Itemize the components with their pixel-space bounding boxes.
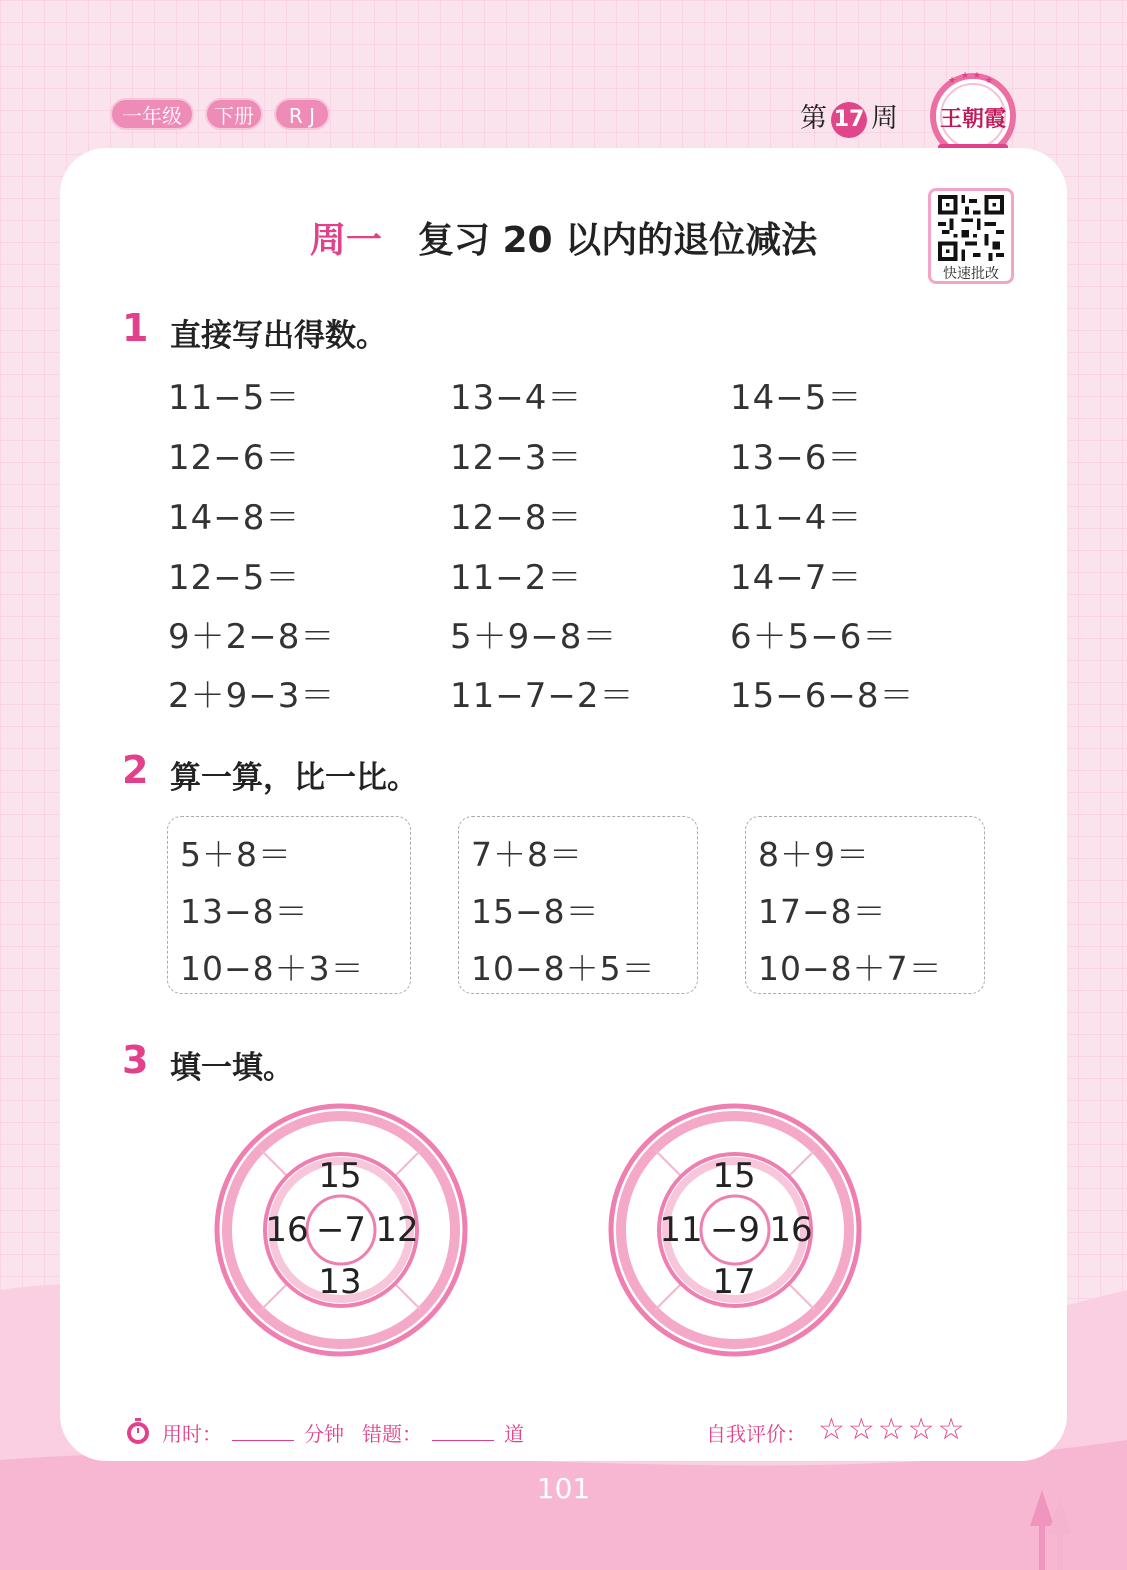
q1-expression: 13−6＝ [730,438,863,478]
page-number: 101 [536,1472,591,1505]
target-center-operation: −7 [315,1210,367,1250]
q2-expression: 10−8＋5＝ [471,949,656,988]
errors-unit: 道 [504,1422,524,1446]
week-prefix: 第 [800,103,827,134]
question-1-prompt: 直接写出得数。 [170,318,387,354]
svg-text:★: ★ [985,76,994,86]
q1-expression: 9＋2−8＝ [168,617,336,657]
q2-expression: 5＋8＝ [180,835,292,874]
star-rating[interactable]: ☆☆☆☆☆ [818,1412,968,1447]
week-suffix: 周 [871,103,898,134]
time-field [162,1418,344,1447]
target-right-number: 16 [769,1210,813,1250]
time-blank[interactable] [232,1440,294,1441]
q2-expression: 13−8＝ [180,892,309,931]
grade-pill: 一年级 [110,98,194,130]
question-3-number: 3 [122,1038,149,1082]
question-3-prompt: 填一填。 [170,1050,294,1086]
target-top-number: 15 [318,1156,362,1196]
qr-label: 快速批改 [943,266,999,282]
svg-text:★: ★ [948,76,957,86]
target-bottom-number: 13 [318,1262,362,1302]
week-number: 17 [831,102,867,138]
q1-expression: 12−5＝ [168,558,301,598]
arrow-decoration-icon [1028,1490,1078,1570]
svg-text:★: ★ [961,71,970,81]
volume-pill: 下册 [205,98,263,130]
q2-expression: 7＋8＝ [471,835,583,874]
target-left-number: 16 [265,1210,309,1250]
time-unit: 分钟 [304,1422,344,1446]
compare-group-box [745,816,985,994]
compare-group-box [167,816,411,994]
q1-expression: 12−3＝ [450,438,583,478]
target-bottom-number: 17 [712,1262,756,1302]
edition-pill: R J [274,98,330,130]
q2-expression: 17−8＝ [758,892,887,931]
title-day: 周一 [309,220,382,261]
question-1-number: 1 [122,306,149,350]
q1-expression: 2＋9−3＝ [168,676,336,716]
question-2-number: 2 [122,748,149,792]
compare-group-box [458,816,698,994]
self-evaluation-label: 自我评价： [706,1422,806,1446]
q2-expression: 8＋9＝ [758,835,870,874]
stopwatch-icon [124,1416,152,1446]
title-topic: 复习 20 以内的退位减法 [417,220,818,261]
q1-expression: 11−5＝ [168,378,301,418]
q1-expression: 12−8＝ [450,498,583,538]
q1-expression: 6＋5−6＝ [730,617,898,657]
errors-field [362,1418,524,1447]
q1-expression: 15−6−8＝ [730,676,915,716]
q1-expression: 14−5＝ [730,378,863,418]
q1-expression: 14−8＝ [168,498,301,538]
q2-expression: 10−8＋7＝ [758,949,943,988]
target-left-number: 11 [659,1210,703,1250]
errors-blank[interactable] [432,1440,494,1441]
q1-expression: 11−2＝ [450,558,583,598]
errors-label: 错题： [362,1422,422,1446]
target-center-operation: −9 [709,1210,761,1250]
q2-expression: 15−8＝ [471,892,600,931]
q1-expression: 12−6＝ [168,438,301,478]
q2-expression: 10−8＋3＝ [180,949,365,988]
q1-expression: 13−4＝ [450,378,583,418]
q1-expression: 11−4＝ [730,498,863,538]
target-right-number: 12 [375,1210,419,1250]
question-2-prompt: 算一算，比一比。 [170,760,418,796]
week-indicator [800,96,898,138]
svg-text:★: ★ [973,71,982,81]
page-title [0,212,1127,263]
q1-expression: 14−7＝ [730,558,863,598]
q1-expression: 5＋9−8＝ [450,617,618,657]
q1-expression: 11−7−2＝ [450,676,635,716]
target-top-number: 15 [712,1156,756,1196]
logo-text: 王朝霞 [939,106,1007,132]
time-label: 用时： [162,1422,222,1446]
